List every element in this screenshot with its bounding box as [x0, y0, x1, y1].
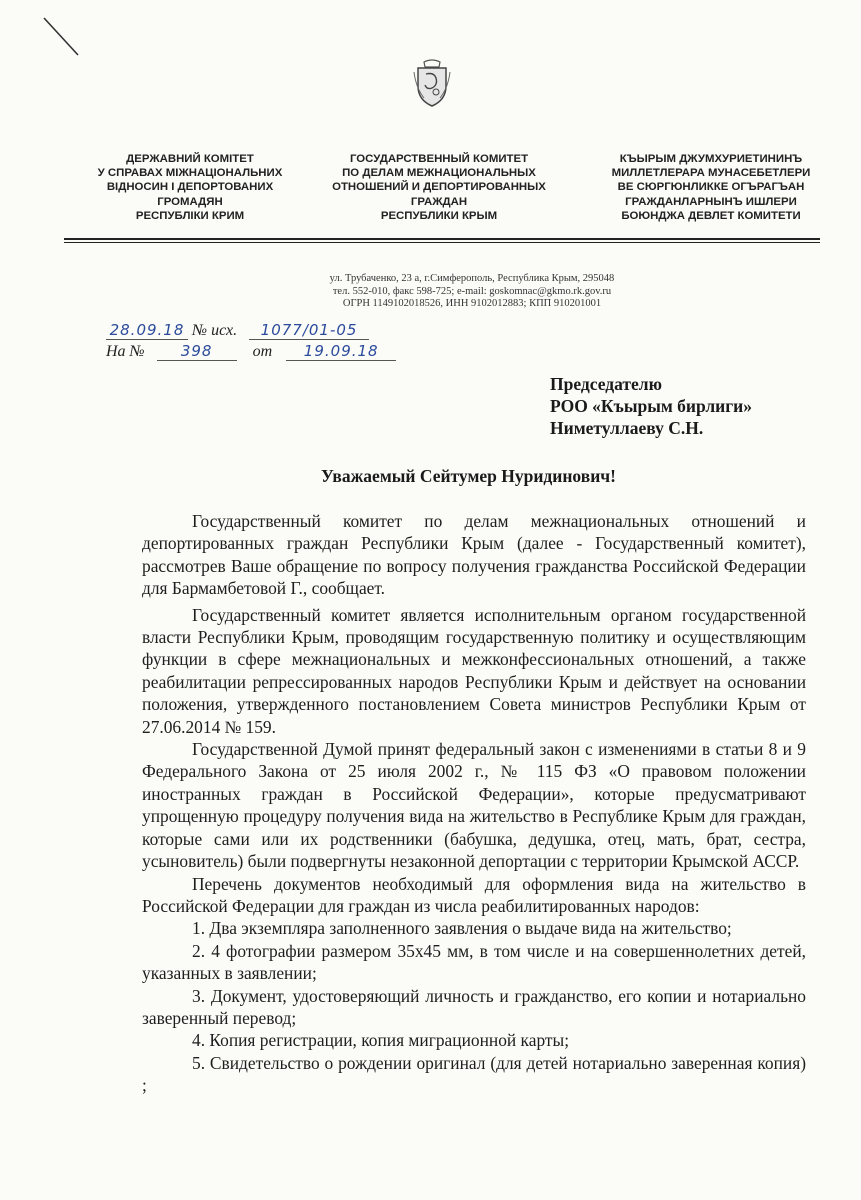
header-russian — [322, 152, 556, 223]
letter-body — [142, 510, 806, 1097]
list-item: 1. Два экземпляра заполненного заявления о выдаче вида на жительство; — [192, 918, 732, 939]
header-ukrainian — [60, 152, 320, 223]
incoming-number-label: На № — [106, 343, 145, 360]
header-divider-thin — [64, 242, 820, 243]
list-item: 2. 4 фотографии размером 35х45 мм, в том числе и на совершеннолетних детей, указанных в заявлении; — [142, 940, 806, 984]
header-crimean-tatar — [580, 152, 842, 223]
incoming-from-label: от — [252, 343, 273, 360]
header-ct-line: БОЮНДЖА ДЕВЛЕТ КОМИТЕТИ — [621, 209, 801, 222]
addressee-line: Ниметуллаеву С.Н. — [550, 418, 704, 438]
header-ru-line: ОТНОШЕНИЙ И ДЕПОРТИРОВАННЫХ — [332, 181, 546, 194]
header-ru-line: ПО ДЕЛАМ МЕЖНАЦИОНАЛЬНЫХ — [342, 167, 536, 180]
body-paragraph: Перечень документов необходимый для оформления вида на жительство в Российской Федерации для граждан из числа реабилитированных народов: — [142, 873, 806, 916]
outgoing-number-label: № исх. — [192, 322, 238, 339]
header-ua-line: ДЕРЖАВНИЙ КОМІТЕТ — [126, 153, 254, 165]
header-divider — [64, 238, 820, 240]
incoming-date: 19.09.18 — [286, 343, 396, 361]
header-ct-line: МИЛЛЕТЛЕРАРА МУНАСЕБЕТЛЕРИ — [611, 167, 811, 180]
body-paragraph: Государственной Думой принят федеральный закон с изменениями в статьи 8 и 9 Федерального Закона от 25 июля 2002 г., № 115 ФЗ «О правовом положении иностранных граждан в Российской Федерации», которые предусматривают упрощенную процедуру получения вида на жительство в Республике Крым для граждан, которые сами или их родственники (бабушка, дедушка, отец, мать, брат, сестра, усыновитель) были подвергнуты незаконной депортации с территории Крымской АССР. — [142, 739, 806, 872]
incoming-reference — [106, 343, 396, 361]
address-line: тел. 552-010, факс 598-725; e-mail: goskomnac@gkmo.rk.gov.ru — [332, 285, 612, 297]
list-item: 3. Документ, удостоверяющий личность и гражданство, его копии и нотариально заверенный перевод; — [142, 985, 806, 1028]
body-paragraph: Государственный комитет является исполнительным органом государственной власти Республики Крым, проводящим государственную политику и осуществляющим функции в сфере межнациональных и межконфессиональных отношений, а также реабилитации репрессированных народов Республики Крым и действует на основании положения, утвержденного постановлением Совета министров Республики Крым от 27.06.2014 № 159. — [142, 604, 806, 737]
header-ua-line: ГРОМАДЯН — [157, 195, 223, 208]
list-item: 4. Копия регистрации, копия миграционной карты; — [192, 1030, 570, 1051]
header-ru-line: РЕСПУБЛИКИ КРЫМ — [380, 209, 498, 222]
header-ct-line: ВЕ СЮРГЮНЛИККЕ ОГЪРАГЪАН — [617, 181, 805, 194]
addressee-block — [550, 373, 752, 439]
incoming-number: 398 — [157, 343, 237, 361]
header-ua-line: У СПРАВАХ МІЖНАЦІОНАЛЬНИХ — [97, 167, 283, 180]
header-ru-line: ГРАЖДАН — [410, 195, 468, 208]
contact-address — [262, 273, 682, 311]
header-ru-line: ГОСУДАРСТВЕННЫЙ КОМИТЕТ — [349, 153, 529, 165]
address-line: ул. Трубаченко, 23 а, г.Симферополь, Республика Крым, 295048 — [329, 273, 615, 284]
addressee-line: РОО «Къырым бирлиги» — [550, 396, 752, 416]
salutation: Уважаемый Сейтумер Нуридинович! — [321, 466, 616, 486]
outgoing-date: 28.09.18 — [106, 322, 188, 340]
crimea-emblem-icon — [412, 58, 452, 108]
header-ct-line: ГРАЖДАНЛАРНЫНЪ ИШЛЕРИ — [625, 195, 797, 208]
outgoing-number: 1077/01-05 — [249, 322, 369, 340]
body-paragraph: Государственный комитет по делам межнациональных отношений и депортированных граждан Республики Крым (далее - Государственный комитет), рассмотрев Ваше обращение по вопросу получения гражданства Российской Федерации для Бармамбетовой Г., сообщает. — [142, 511, 806, 599]
header-ct-line: КЪЫРЫМ ДЖУМХУРИЕТИНИНЪ — [619, 153, 803, 165]
outgoing-reference — [106, 322, 369, 340]
list-item: 5. Свидетельство о рождении оригинал (для детей нотариально заверенная копия) ; — [142, 1052, 806, 1096]
address-line: ОГРН 1149102018526, ИНН 9102012883; КПП 910201001 — [342, 298, 602, 310]
pen-stroke-mark — [0, 0, 90, 70]
header-ua-line: РЕСПУБЛІКИ КРИМ — [135, 209, 245, 222]
header-ua-line: ВІДНОСИН І ДЕПОРТОВАНИХ — [106, 181, 274, 194]
addressee-line: Председателю — [550, 374, 662, 394]
